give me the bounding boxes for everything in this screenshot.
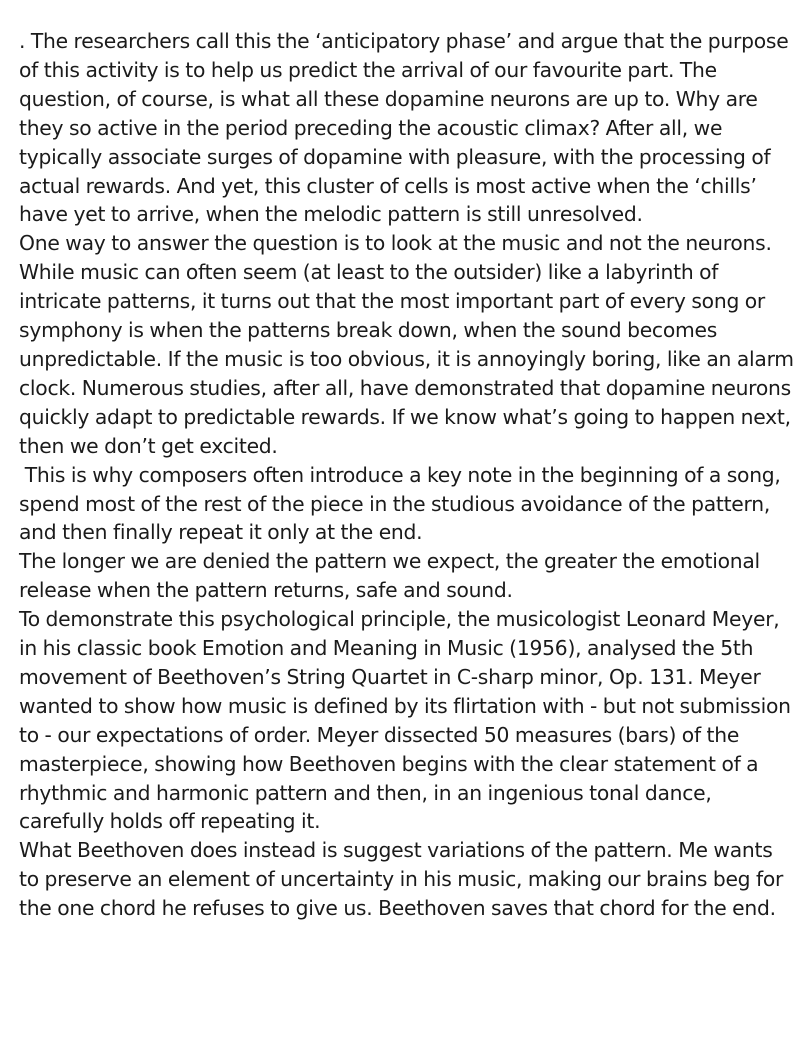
paragraph-meyer-analysis: To demonstrate this psychological principle, the musicologist Leonard Meyer, in his classic book Emotion and Meaning in Music (1956), analysed the 5th movement of Beethoven’s String Quartet in C-sharp minor, Op. 131. Meyer wanted to show how music is defined by its flirtation with - but not submission to - our expectations of order. Meyer dissected 50 measures (bars) of the masterpiece, showing how Beethoven begins with the clear statement of a rhythmic and harmonic pattern and then, in an ingenious tonal dance, carefully holds off repeating it. bbox=[19, 607, 797, 834]
paragraph-anticipatory-phase: . The researchers call this the ‘anticipatory phase’ and argue that the purpose of this activity is to help us predict the arrival of our favourite part. The question, of course, is what all these dopamine neurons are up to. Why are they so active in the period preceding the acoustic climax? After all, we typically associate surges of dopamine with pleasure, with the processing of actual rewards. And yet, this cluster of cells is most active when the ‘chills’ have yet to arrive, when the melodic pattern is still unresolved. bbox=[19, 29, 795, 227]
paragraph-beethoven-variations: What Beethoven does instead is suggest variations of the pattern. Me wants to preserve an element of uncertainty in his music, making our brains beg for the one chord he refuses to give us. Beethoven saves that chord for the end. bbox=[19, 838, 789, 921]
document-body bbox=[19, 27, 800, 923]
paragraph-composers-key-note: This is why composers often introduce a key note in the beginning of a song, spend most of the rest of the piece in the studious avoidance of the pattern, and then finally repeat it only at the end. bbox=[19, 462, 787, 545]
paragraph-music-not-neurons: One way to answer the question is to look at the music and not the neurons. While music can often seem (at least to the outsider) like a labyrinth of intricate patterns, it turns out that the most important part of every song or symphony is when the patterns break down, when the sound becomes unpredictable. If the music is too obvious, it is annoyingly boring, like an alarm clock. Numerous studies, after all, have demonstrated that dopamine neurons quickly adapt to predictable rewards. If we know what’s going to happen next, then we don’t get excited. bbox=[19, 231, 800, 458]
paragraph-emotional-release: The longer we are denied the pattern we expect, the greater the emotional release when the pattern returns, safe and sound. bbox=[19, 549, 766, 603]
